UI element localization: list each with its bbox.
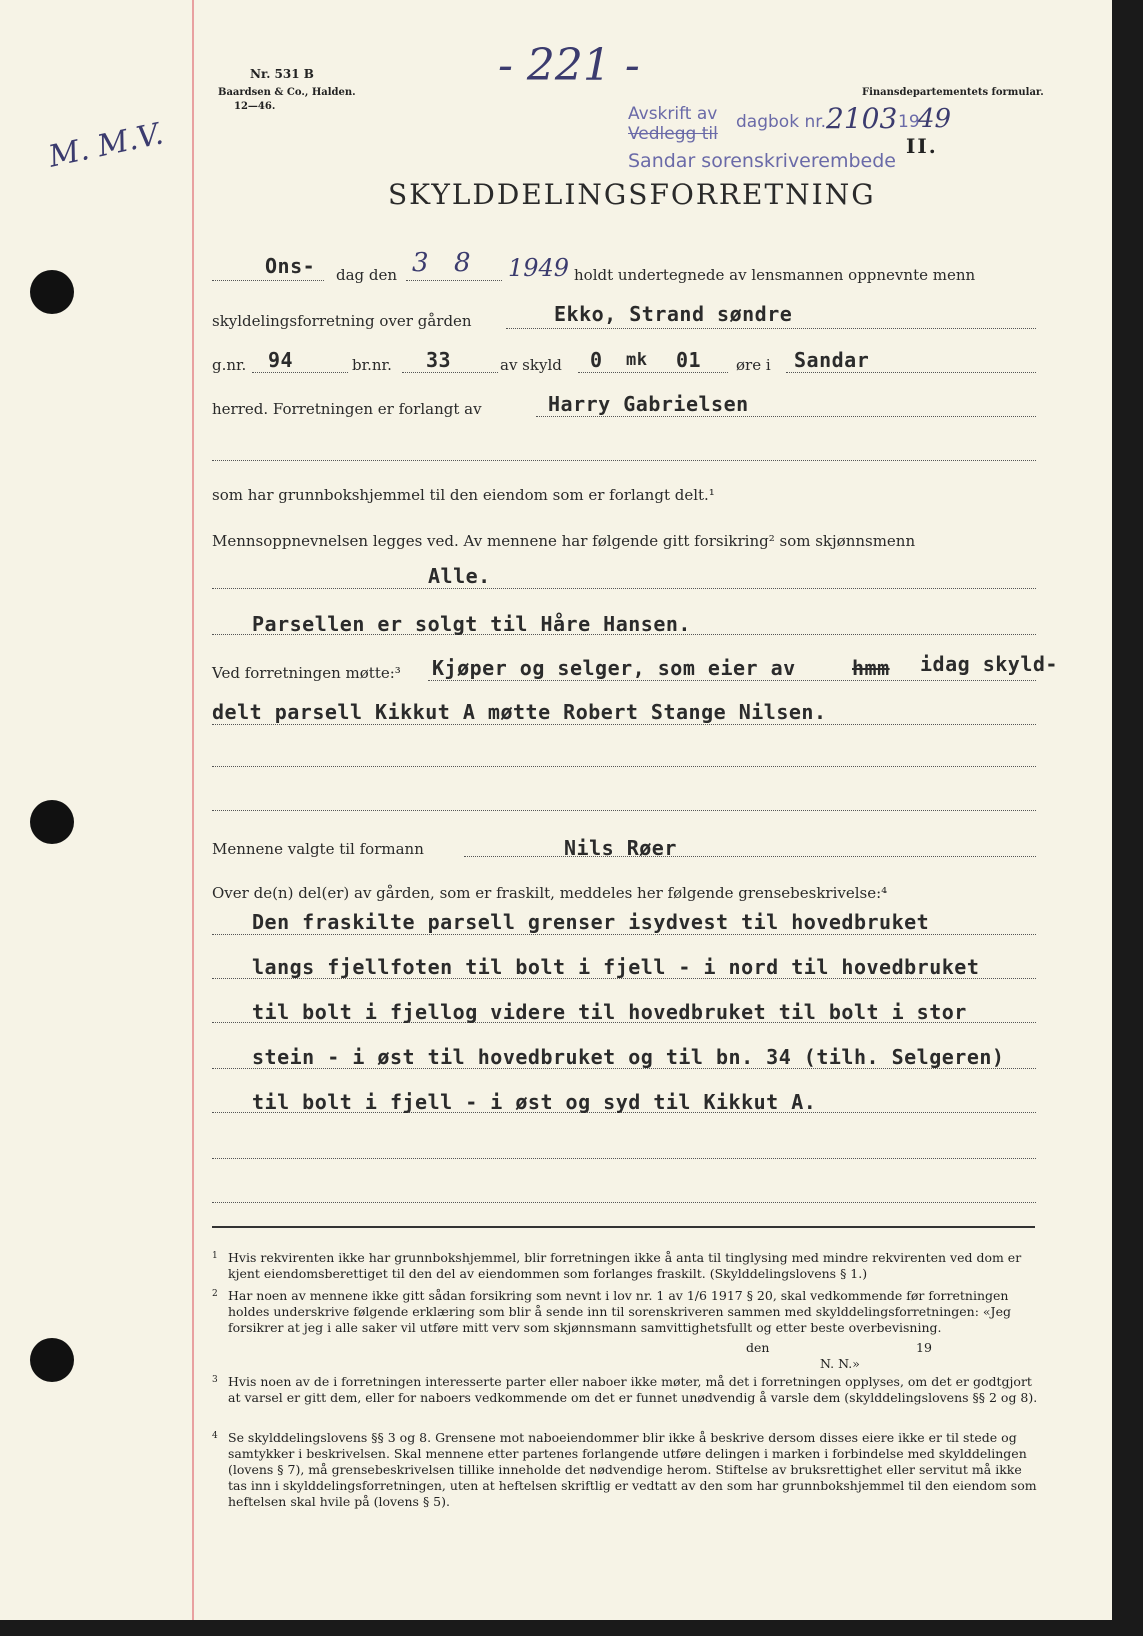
dotted-line (212, 934, 1036, 935)
gnr-value: 94 (268, 348, 294, 372)
month-value: 8 (454, 248, 471, 278)
form-number: Nr. 531 B (250, 67, 314, 81)
footnote-text: Har noen av mennene ikke gitt sådan forsikring som nevnt i lov nr. 1 av 1/6 1917 § 20, skal vedkommende før forretningen holdes underskrive følgende erklæring som blir å sende inn til sorenskriveren sammen med skylddelingsforretningen: «Jeg forsikrer at jeg i alle saker vil utføre mitt verv som skjønnsmann samvittighetsfullt og etter beste overbevisning. (228, 1288, 1011, 1335)
bnr-value: 33 (426, 348, 452, 372)
stamp-vedlegg: Vedlegg til (628, 124, 718, 144)
footnote-rule (212, 1226, 1035, 1228)
page-number: - 221 - (498, 40, 640, 91)
year-value: 1949 (508, 254, 570, 282)
dotted-line (212, 1158, 1036, 1159)
grense-line: stein - i øst til hovedbruket og til bn. 34 (tilh. Selgeren) (252, 1045, 1005, 1069)
margin-rule (192, 0, 194, 1620)
footnote (212, 1250, 1042, 1282)
margin-note: M. M.V. (45, 116, 167, 175)
herred-value: Sandar (794, 348, 870, 372)
ore-value: 01 (676, 348, 702, 372)
footnote (212, 1374, 1042, 1406)
footnote-text: Hvis rekvirenten ikke har grunnbokshjemmel, blir forretningen ikke å anta til tinglysing med mindre rekvirenten ved dom er kjent eiendomsberettiget til den del av eiendommen som forlanges fraskilt. (Skylddelingslovens § 1.) (228, 1250, 1022, 1281)
dotted-line (212, 766, 1036, 767)
skjonnsmenn-value: Alle. (428, 564, 491, 588)
grunnbok-text: som har grunnbokshjemmel til den eiendom som er forlangt delt.¹ (212, 486, 715, 504)
footnote-number: 3 (212, 1375, 218, 1385)
footnote-number: 1 (212, 1251, 218, 1261)
motte-line2: delt parsell Kikkut A møtte Robert Stange Nilsen. (212, 700, 827, 724)
menn-text: Mennsoppnevnelsen legges ved. Av mennene har følgende gitt forsikring² som skjønnsmenn (212, 532, 916, 550)
punch-hole (30, 800, 74, 844)
ministry-label: Finansdepartementets formular. (862, 87, 1044, 98)
stamp-roman: II. (906, 134, 938, 158)
holdt-label: holdt undertegnede av lensmannen oppnevnte menn (574, 266, 976, 284)
grense-line: Den fraskilte parsell grenser isydvest til hovedbruket (252, 910, 930, 934)
dotted-line (506, 328, 1036, 329)
requested-by: Harry Gabrielsen (548, 392, 749, 416)
dotted-line (212, 460, 1036, 461)
dagbok-year: 49 (918, 104, 952, 134)
footnote-nn: N. N.» (820, 1356, 860, 1371)
dag-label: dag den (336, 266, 398, 284)
punch-hole (30, 270, 74, 314)
dotted-line (428, 680, 1036, 681)
dotted-line (212, 588, 1036, 589)
formann-label: Mennene valgte til formann (212, 840, 424, 858)
skyld-value: 0 (590, 348, 603, 372)
grense-label: Over de(n) del(er) av gården, som er fraskilt, meddeles her følgende grensebeskrivelse:⁴ (212, 884, 888, 902)
gnr-label: g.nr. (212, 356, 247, 374)
stamp-avskrift: Avskrift av (628, 104, 718, 124)
motte-line1-end: idag skyld- (920, 652, 1058, 676)
weekday-value: Ons- (265, 254, 316, 278)
grense-line: langs fjellfoten til bolt i fjell - i nord til hovedbruket (252, 955, 980, 979)
dotted-line (406, 280, 502, 281)
grense-line: til bolt i fjellog videre til hovedbruket til bolt i stor (252, 1000, 967, 1024)
document-title: SKYLDDELINGSFORRETNING (388, 178, 876, 211)
print-date: 12—46. (234, 101, 276, 112)
ore-label: øre i (736, 356, 771, 374)
footnote-number: 2 (212, 1289, 218, 1299)
formann-value: Nils Røer (564, 836, 677, 860)
dagbok-number: 2103 (826, 102, 898, 135)
day-value: 3 (412, 248, 429, 278)
over-label: skyldelingsforretning over gården (212, 312, 472, 330)
footnote-number: 4 (212, 1431, 218, 1441)
punch-hole (30, 1338, 74, 1382)
footnote (212, 1430, 1042, 1510)
motte-line1: Kjøper og selger, som eier av (432, 656, 796, 680)
dotted-line (536, 416, 1036, 417)
grense-line: til bolt i fjell - i øst og syd til Kikkut A. (252, 1090, 817, 1114)
herred-label: herred. Forretningen er forlangt av (212, 400, 482, 418)
skyld-unit: mk (626, 350, 648, 370)
dotted-line (212, 810, 1036, 811)
skyld-label: av skyld (500, 356, 562, 374)
dotted-line (212, 280, 324, 281)
dotted-line (212, 724, 1036, 725)
farm-name: Ekko, Strand søndre (554, 302, 793, 326)
dotted-line (464, 856, 1036, 857)
dotted-line (402, 372, 498, 373)
dotted-line (252, 372, 348, 373)
sold-line: Parsellen er solgt til Håre Hansen. (252, 612, 691, 636)
stamp-office: Sandar sorenskriverembede (628, 150, 896, 172)
motte-label: Ved forretningen møtte:³ (212, 664, 401, 682)
stamp-year-prefix: 19 (898, 112, 920, 132)
footnote-year: 19 (916, 1340, 932, 1355)
bnr-label: br.nr. (352, 356, 392, 374)
stamp-dagbok-label: dagbok nr. (736, 112, 827, 132)
footnote-den: den (746, 1340, 770, 1355)
dotted-line (578, 372, 728, 373)
footnote (212, 1288, 1042, 1336)
footnote-text: Se skylddelingslovens §§ 3 og 8. Grensene mot naboeiendommer blir ikke å beskrive dersom disses eiere ikke er til stede og samtykker i beskrivelsen. Skal mennene etter partenes forlangende utføre delingen i marken i forbindelse med skylddelingen (lovens § 7), må grensebeskrivelsen tillike inneholde det nødvendige herom. Stiftelse av bruksrettighet eller servitut må ikke tas inn i skylddelingsforretningen, uten at heftelsen skriftlig er vedtatt av den som har grunnbokshjemmel til den eiendom som heftelsen skal hvile på (lovens § 5). (228, 1430, 1037, 1509)
printer-name: Baardsen & Co., Halden. (218, 87, 356, 98)
dotted-line (786, 372, 1036, 373)
motte-struck: hmm (852, 656, 890, 680)
footnote-text: Hvis noen av de i forretningen interesserte parter eller naboer ikke møter, må det i forretningen opplyses, om det er godtgjort at varsel er gitt dem, eller for naboers vedkommende om det er funnet unødvendig å varsle dem (skylddelingslovens §§ 2 og 8). (228, 1374, 1038, 1405)
dotted-line (212, 1202, 1036, 1203)
